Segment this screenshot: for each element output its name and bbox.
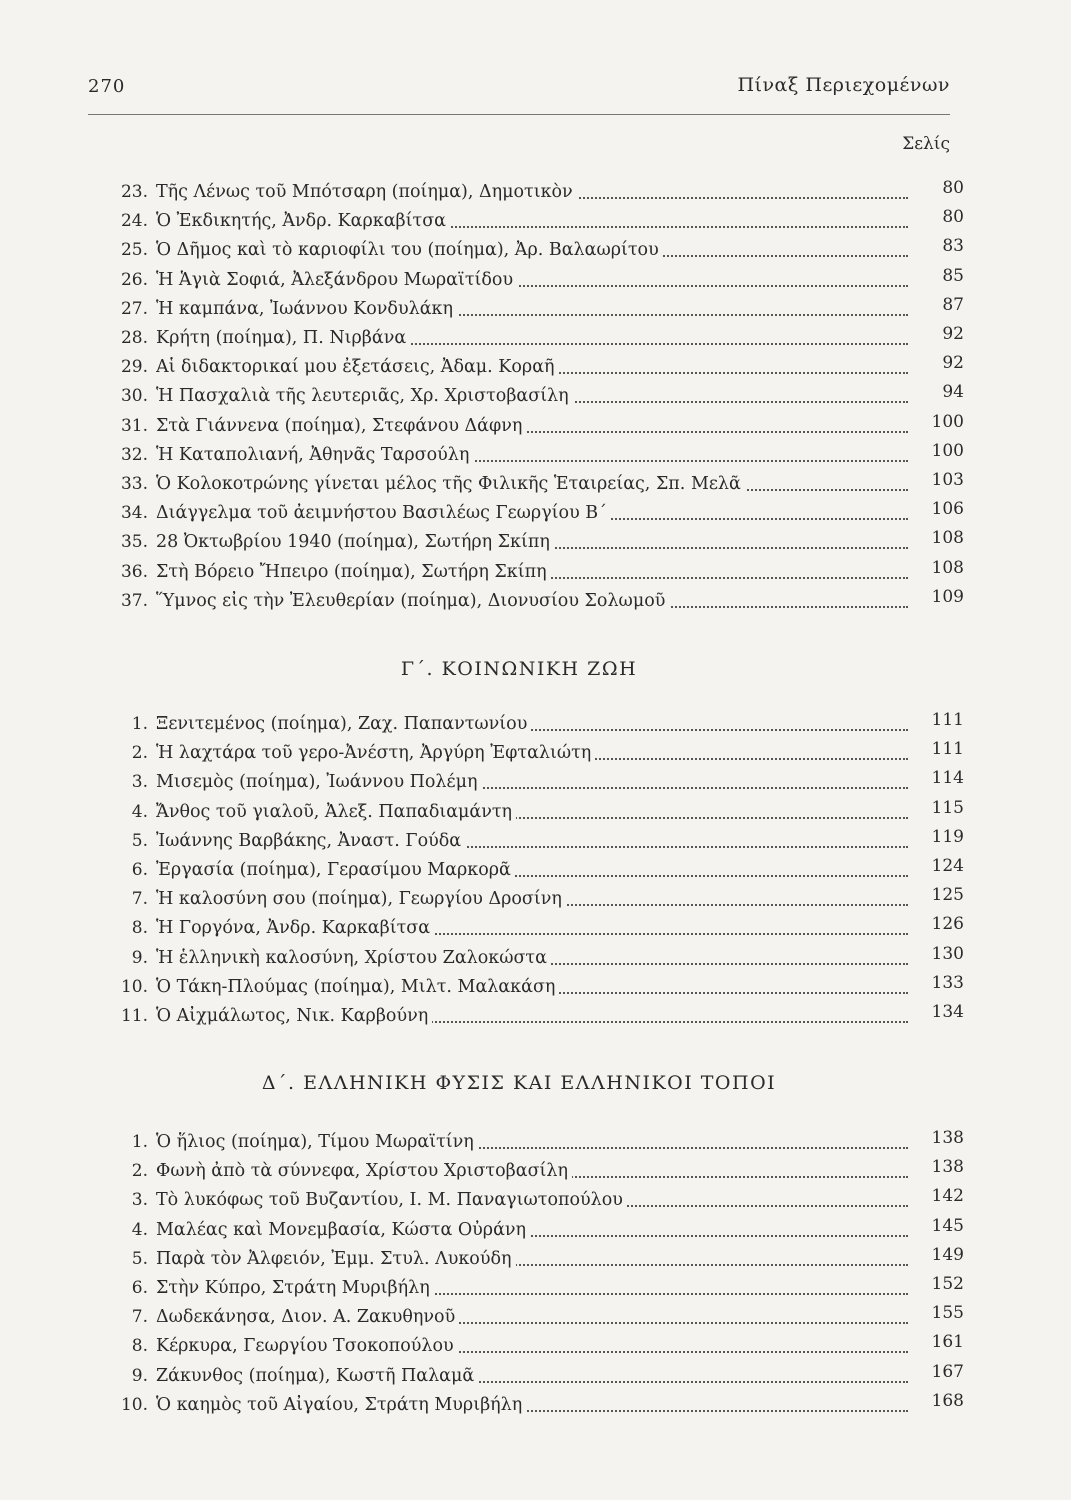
toc-entry-number: 8. [131, 918, 148, 939]
header-rule [88, 114, 950, 115]
toc-entry-title: Φωνὴ ἀπὸ τὰ σύννεφα, Χρίστου Χριστοβασίλη [156, 1161, 572, 1181]
toc-entry-title: Ὁ καημὸς τοῦ Αἰγαίου, Στράτη Μυριβήλη [156, 1395, 526, 1415]
toc-entry-number: 10. [120, 1394, 148, 1415]
toc-entry-title: Ἡ καλοσύνη σου (ποίημα), Γεωργίου Δροσίνη [156, 889, 566, 909]
running-title: Πίναξ Περιεχομένων [737, 74, 950, 96]
toc-entry-body [156, 772, 916, 792]
toc-entry-number: 5. [131, 1248, 148, 1269]
toc-entry [108, 499, 964, 529]
toc-entry-body [156, 918, 916, 938]
toc-entry-body [156, 503, 916, 523]
section-heading-greek-nature: Δ΄. ΕΛΛΗΝΙΚΗ ΦΥΣΙΣ ΚΑΙ ΕΛΛΗΝΙΚΟΙ ΤΟΠΟΙ [261, 1072, 777, 1094]
toc-entry-body [156, 240, 916, 260]
toc-entry-page: 103 [931, 470, 964, 490]
toc-entry-body [156, 1336, 916, 1356]
toc-entry-page: 125 [931, 885, 964, 906]
toc-entry-number: 2. [131, 1161, 148, 1182]
toc-entry [108, 1245, 964, 1275]
toc-entry [108, 914, 964, 944]
toc-entry-number: 4. [131, 1219, 148, 1240]
toc-entry-title: Ἡ Ἁγιὰ Σοφιά, Ἀλεξάνδρου Μωραϊτίδου [156, 270, 517, 290]
toc-entry [108, 768, 964, 798]
toc-entry [108, 382, 964, 412]
toc-entry-number: 11. [120, 1006, 148, 1026]
toc-entry [108, 1002, 964, 1032]
toc-entry-body [156, 416, 916, 436]
toc-entry-page: 168 [931, 1390, 964, 1411]
toc-entry-title: Ὁ Δῆμος καὶ τὸ καριοφίλι του (ποίημα), Ἀρ. Βαλαωρίτου [156, 240, 663, 260]
toc-entry [108, 739, 964, 769]
toc-entry-title: Στὴν Κύπρο, Στράτη Μυριβήλη [156, 1278, 434, 1298]
page-number: 270 [88, 76, 126, 97]
toc-entry-body [156, 386, 916, 406]
toc-entry-page: 108 [931, 557, 964, 578]
toc-entry-number: 6. [131, 1278, 148, 1298]
toc-entry-page: 111 [931, 710, 964, 730]
toc-entry-page: 111 [931, 739, 964, 760]
toc-entry-body [156, 328, 916, 348]
toc-entry-number: 8. [131, 1336, 148, 1357]
toc-entry-number: 33. [120, 474, 148, 494]
toc-entry [108, 944, 964, 974]
toc-entry [108, 178, 964, 208]
toc-entry-body [156, 299, 916, 319]
toc-entry-title: 28 Ὀκτωβρίου 1940 (ποίημα), Σωτήρη Σκίπη [156, 532, 554, 552]
toc-entry-title: Ἡ καμπάνα, Ἰωάννου Κονδυλάκη [156, 299, 457, 319]
toc-entry-body [156, 1249, 916, 1269]
toc-entry [108, 236, 964, 266]
toc-entry-title: Δωδεκάνησα, Διον. Α. Ζακυθηνοῦ [156, 1307, 459, 1327]
toc-entry-title: Ἡ Γοργόνα, Ἀνδρ. Καρκαβίτσα [156, 918, 434, 938]
toc-entry [108, 885, 964, 915]
toc-entry-title: Στὴ Βόρειο Ἤπειρο (ποίημα), Σωτήρη Σκίπη [156, 562, 551, 582]
toc-entry-page: 126 [931, 914, 964, 935]
toc-entry [108, 266, 964, 296]
toc-entry-body [156, 1366, 916, 1386]
toc-entry-body [156, 889, 916, 909]
toc-entry-body [156, 802, 916, 822]
toc-entry-page: 134 [931, 1002, 964, 1022]
toc-entry-page: 109 [931, 586, 964, 607]
toc-entry-title: Ἡ λαχτάρα τοῦ γερο-Ἀνέστη, Ἀργύρη Ἐφταλιώτη [156, 743, 595, 763]
toc-entry-number: 29. [120, 357, 148, 378]
toc-entry-number: 9. [131, 1365, 148, 1386]
toc-entry-body [156, 182, 916, 202]
toc-entry-title: Τὸ λυκόφως τοῦ Βυζαντίου, Ι. Μ. Παναγιωτοπούλου [156, 1190, 627, 1210]
toc-entry-body [156, 562, 916, 582]
toc-entry [108, 412, 964, 442]
toc-entry [108, 1216, 964, 1246]
toc-entry [108, 1362, 964, 1392]
toc-entry-number: 24. [120, 211, 148, 232]
toc-entry [108, 1186, 964, 1216]
toc-entry [108, 207, 964, 237]
toc-entry-page: 115 [931, 797, 964, 818]
toc-entry-body [156, 1278, 916, 1298]
toc-entry-number: 2. [131, 743, 148, 764]
toc-entry-body [156, 474, 916, 494]
toc-entry-title: Ζάκυνθος (ποίημα), Κωστῆ Παλαμᾶ [156, 1366, 478, 1386]
section-heading-social-life: Γ΄. ΚΟΙΝΩΝΙΚΗ ΖΩΗ [400, 658, 638, 680]
toc-entry [108, 353, 964, 383]
toc-entry-title: Ὁ Τάκη-Πλούμας (ποίημα), Μιλτ. Μαλακάση [156, 977, 559, 997]
toc-entry-title: Ὁ Κολοκοτρώνης γίνεται μέλος τῆς Φιλικῆς Ἑταιρείας, Σπ. Μελᾶ [156, 474, 745, 494]
toc-entry-page: 87 [942, 294, 964, 315]
toc-entry-body [156, 977, 916, 997]
toc-entry-body [156, 357, 916, 377]
toc-entry-number: 26. [120, 269, 148, 290]
toc-entry-body [156, 860, 916, 880]
toc-entry [108, 973, 964, 1003]
toc-entry-number: 1. [131, 1132, 148, 1152]
toc-entry [108, 1128, 964, 1158]
toc-entry-body [156, 1220, 916, 1240]
toc-entry [108, 1332, 964, 1362]
toc-entry-body [156, 714, 916, 734]
toc-entry-title: Ἡ ἑλληνικὴ καλοσύνη, Χρίστου Ζαλοκώστα [156, 948, 551, 968]
toc-entry-number: 3. [131, 1190, 148, 1211]
toc-entry [108, 1391, 964, 1421]
toc-entry-number: 32. [120, 444, 148, 465]
toc-entry-page: 152 [931, 1274, 964, 1294]
toc-entry-number: 34. [120, 503, 148, 524]
toc-entry [108, 856, 964, 886]
page-header [88, 72, 950, 102]
toc-entry-number: 1. [131, 714, 148, 734]
toc-entry-title: Ἄνθος τοῦ γιαλοῦ, Ἀλεξ. Παπαδιαμάντη [156, 802, 516, 822]
toc-entry-number: 30. [120, 386, 148, 407]
toc-entry-page: 149 [931, 1244, 964, 1265]
toc-entry-page: 119 [931, 826, 964, 847]
pages-column-label: Σελίς [902, 134, 950, 154]
toc-entry-title: Ἡ Καταπολιανή, Ἀθηνᾶς Ταρσούλη [156, 445, 473, 465]
toc-entry-number: 36. [120, 561, 148, 582]
toc-entry-page: 161 [931, 1332, 964, 1353]
toc-entry-number: 3. [131, 772, 148, 793]
toc-entry-number: 7. [131, 889, 148, 910]
toc-entry-title: Ὕμνος εἰς τὴν Ἐλευθερίαν (ποίημα), Διονυσίου Σολωμοῦ [156, 591, 669, 611]
toc-entry-number: 31. [120, 415, 148, 436]
toc-entry-body [156, 1132, 916, 1152]
toc-entry-body [156, 831, 916, 851]
toc-entry-page: 167 [931, 1361, 964, 1382]
toc-entry-page: 80 [942, 207, 964, 228]
toc-entry [108, 441, 964, 471]
toc-entry [108, 1303, 964, 1333]
toc-entry-title: Κρήτη (ποίημα), Π. Νιρβάνα [156, 328, 410, 348]
toc-entry-body [156, 1006, 916, 1026]
toc-entry-number: 37. [120, 590, 148, 611]
toc-entry-page: 142 [931, 1186, 964, 1207]
toc-entry-body [156, 1395, 916, 1415]
toc-entry-number: 5. [131, 830, 148, 851]
toc-entry-body [156, 1307, 916, 1327]
toc-entry-title: Στὰ Γιάννενα (ποίημα), Στεφάνου Δάφνη [156, 416, 526, 436]
toc-entry [108, 324, 964, 354]
toc-entry [108, 827, 964, 857]
toc-entry-body [156, 1161, 916, 1181]
toc-entry-title: Ἡ Πασχαλιὰ τῆς λευτεριᾶς, Χρ. Χριστοβασίλη [156, 386, 573, 406]
toc-entry-page: 124 [931, 856, 964, 876]
toc-entry-title: Ὁ Ἐκδικητής, Ἀνδρ. Καρκαβίτσα [156, 211, 450, 231]
toc-entry-page: 155 [931, 1303, 964, 1324]
toc-entry-page: 83 [942, 236, 964, 257]
toc-entry-title: Διάγγελμα τοῦ ἀειμνήστου Βασιλέως Γεωργίου Β΄ [156, 503, 611, 523]
toc-entry [108, 587, 964, 617]
toc-entry [108, 1157, 964, 1187]
toc-entry-page: 100 [931, 440, 964, 461]
toc-entry-title: Παρὰ τὸν Ἀλφειόν, Ἐμμ. Στυλ. Λυκούδη [156, 1249, 516, 1269]
toc-entry-number: 10. [120, 976, 148, 997]
toc-entry-title: Μαλέας καὶ Μονεμβασία, Κώστα Οὐράνη [156, 1220, 530, 1240]
toc-entry-body [156, 270, 916, 290]
toc-entry-number: 27. [120, 298, 148, 319]
toc-entry-title: Ἰωάννης Βαρβάκης, Ἀναστ. Γούδα [156, 831, 465, 851]
toc-entry-page: 80 [942, 178, 964, 198]
toc-entry-page: 106 [931, 499, 964, 520]
toc-entry-number: 6. [131, 860, 148, 880]
toc-entry-title: Ὁ Αἰχμάλωτος, Νικ. Καρβούνη [156, 1006, 432, 1026]
toc-entry-number: 7. [131, 1307, 148, 1328]
toc-entry-number: 25. [120, 240, 148, 261]
toc-entry-page: 92 [942, 324, 964, 344]
toc-entry-number: 23. [120, 182, 148, 202]
toc-entry-page: 85 [942, 265, 964, 286]
toc-entry [108, 470, 964, 500]
toc-entry-title: Τῆς Λένως τοῦ Μπότσαρη (ποίημα), Δημοτικὸν [156, 182, 577, 202]
toc-entry-page: 94 [942, 382, 964, 403]
toc-entry-body [156, 743, 916, 763]
toc-entry-body [156, 1190, 916, 1210]
toc-entry-page: 130 [931, 943, 964, 964]
toc-entry [108, 1274, 964, 1304]
toc-entry-title: Ὁ ἥλιος (ποίημα), Τίμου Μωραϊτίνη [156, 1132, 478, 1152]
toc-entry-body [156, 948, 916, 968]
toc-entry [108, 528, 964, 558]
toc-entry-page: 92 [942, 353, 964, 374]
toc-entry-page: 114 [931, 768, 964, 789]
toc-entry-title: Ξενιτεμένος (ποίημα), Ζαχ. Παπαντωνίου [156, 714, 531, 734]
toc-entry-number: 35. [120, 532, 148, 553]
toc-entry [108, 558, 964, 588]
toc-entry-page: 108 [931, 528, 964, 549]
toc-entry [108, 710, 964, 740]
toc-entry-title: Μισεμὸς (ποίημα), Ἰωάννου Πολέμη [156, 772, 481, 792]
toc-entry-body [156, 532, 916, 552]
toc-entry-page: 133 [931, 972, 964, 993]
toc-entry-page: 100 [931, 411, 964, 432]
toc-entry-number: 9. [131, 947, 148, 968]
toc-entry-body [156, 211, 916, 231]
toc-entry-title: Αἱ διδακτορικαί μου ἐξετάσεις, Ἀδαμ. Κοραῆ [156, 357, 559, 377]
toc-entry [108, 798, 964, 828]
toc-entry-page: 145 [931, 1215, 964, 1236]
toc-entry-body [156, 445, 916, 465]
toc-entry-title: Ἐργασία (ποίημα), Γερασίμου Μαρκορᾶ [156, 860, 515, 880]
toc-entry [108, 295, 964, 325]
toc-entry-page: 138 [931, 1157, 964, 1178]
toc-entry-number: 4. [131, 801, 148, 822]
toc-entry-title: Κέρκυρα, Γεωργίου Τσοκοπούλου [156, 1336, 458, 1356]
toc-entry-page: 138 [931, 1128, 964, 1148]
toc-entry-number: 28. [120, 328, 148, 348]
toc-entry-body [156, 591, 916, 611]
